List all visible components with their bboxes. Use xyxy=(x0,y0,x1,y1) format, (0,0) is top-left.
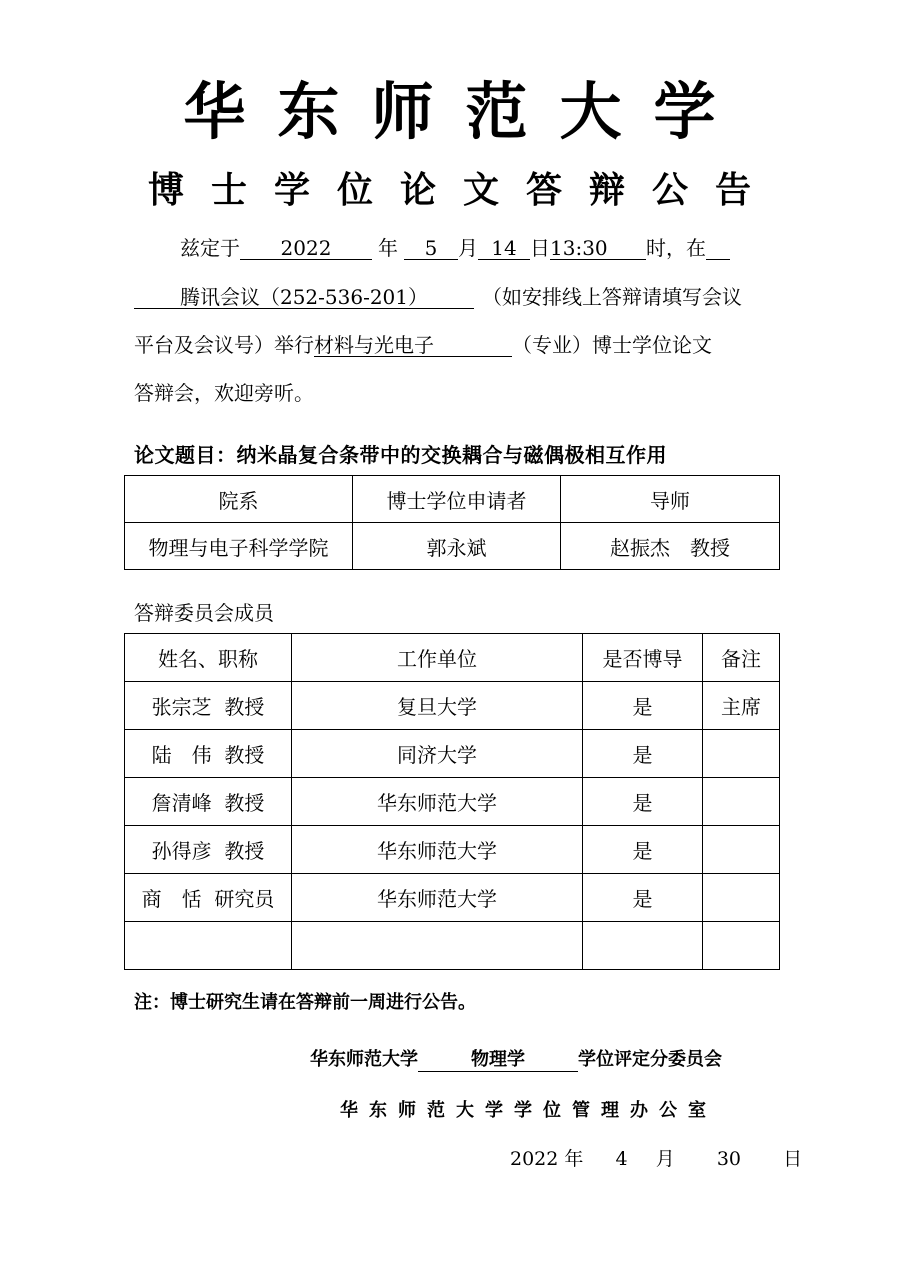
member-remarks: 主席 xyxy=(703,682,780,730)
announcement-line-4 xyxy=(134,381,774,405)
closing-text: 答辩会，欢迎旁听。 xyxy=(134,381,314,405)
member-remarks xyxy=(703,922,780,970)
member-name: 詹清峰 教授 xyxy=(125,778,292,826)
table-row xyxy=(125,778,780,826)
table-row xyxy=(125,826,780,874)
header-advisor: 导师 xyxy=(561,476,780,523)
time-field: 13:30 xyxy=(550,237,646,260)
member-workplace: 华东师范大学 xyxy=(292,826,583,874)
member-workplace: 华东师范大学 xyxy=(292,778,583,826)
location-field: 腾讯会议（252-536-201） xyxy=(134,286,474,309)
member-remarks xyxy=(703,874,780,922)
committee-table xyxy=(124,633,780,970)
member-advisor: 是 xyxy=(583,730,703,778)
thesis-label: 论文题目： xyxy=(134,443,237,467)
announcement-line-3 xyxy=(134,333,774,357)
signature-office: 华东师范大学学位管理办公室 xyxy=(340,1100,717,1121)
table-row xyxy=(125,874,780,922)
header-applicant: 博士学位申请者 xyxy=(353,476,561,523)
member-advisor: 是 xyxy=(583,778,703,826)
member-workplace: 华东师范大学 xyxy=(292,874,583,922)
thesis-title xyxy=(134,439,667,468)
announcement-line-1 xyxy=(180,236,820,260)
month-label: 月 xyxy=(458,236,478,260)
table-row xyxy=(125,682,780,730)
member-workplace xyxy=(292,922,583,970)
date-year-label: 年 xyxy=(564,1148,584,1170)
date-year: 2022 xyxy=(510,1148,559,1170)
date-month: 4 xyxy=(615,1148,628,1170)
member-advisor: 是 xyxy=(583,682,703,730)
applicant-info-table xyxy=(124,475,780,570)
date-day: 30 xyxy=(716,1148,741,1170)
header-doctoral-advisor: 是否博导 xyxy=(583,634,703,682)
location-note-1: （如安排线上答辩请填写会议 xyxy=(482,285,742,309)
table-header-row xyxy=(125,476,780,523)
year-field: 2022 xyxy=(240,237,372,260)
major-suffix: （专业）博士学位论文 xyxy=(512,333,712,357)
location-note-2: 平台及会议号）举行 xyxy=(134,333,314,357)
member-advisor xyxy=(583,922,703,970)
signature-field: 物理学 xyxy=(418,1049,578,1072)
signature-committee xyxy=(310,1045,722,1072)
month-field: 5 xyxy=(404,237,458,260)
location-blank xyxy=(706,237,730,260)
member-remarks xyxy=(703,730,780,778)
member-remarks xyxy=(703,778,780,826)
table-row-empty xyxy=(125,922,780,970)
signature-university: 华东师范大学 xyxy=(310,1049,418,1070)
major-field: 材料与光电子 xyxy=(314,334,512,357)
day-label: 日 xyxy=(530,236,550,260)
member-name: 孙得彦 教授 xyxy=(125,826,292,874)
announcement-title: 博士学位论文答辩公告 xyxy=(147,169,778,211)
committee-label: 答辩委员会成员 xyxy=(134,601,274,625)
intro-text: 兹定于 xyxy=(180,236,240,260)
department-value: 物理与电子科学学院 xyxy=(125,523,353,570)
year-label: 年 xyxy=(378,236,398,260)
header-workplace: 工作单位 xyxy=(292,634,583,682)
member-workplace: 同济大学 xyxy=(292,730,583,778)
committee-header-row xyxy=(125,634,780,682)
announcement-line-2 xyxy=(134,285,774,309)
member-advisor: 是 xyxy=(583,874,703,922)
applicant-value: 郭永斌 xyxy=(353,523,561,570)
table-row xyxy=(125,523,780,570)
member-name xyxy=(125,922,292,970)
member-remarks xyxy=(703,826,780,874)
signature-committee-suffix: 学位评定分委员会 xyxy=(578,1049,722,1070)
time-label: 时，在 xyxy=(646,236,706,260)
header-name-title: 姓名、职称 xyxy=(125,634,292,682)
member-advisor: 是 xyxy=(583,826,703,874)
header-remarks: 备注 xyxy=(703,634,780,682)
university-name: 华东师范大学 xyxy=(183,75,748,148)
member-workplace: 复旦大学 xyxy=(292,682,583,730)
table-row xyxy=(125,730,780,778)
advisor-value: 赵振杰 教授 xyxy=(561,523,780,570)
member-name: 张宗芝 教授 xyxy=(125,682,292,730)
date-month-label: 月 xyxy=(655,1148,675,1170)
signature-date xyxy=(510,1144,802,1171)
thesis-title-text: 纳米晶复合条带中的交换耦合与磁偶极相互作用 xyxy=(236,443,667,467)
day-field: 14 xyxy=(478,237,530,260)
member-name: 陆 伟 教授 xyxy=(125,730,292,778)
footnote: 注：博士研究生请在答辩前一周进行公告。 xyxy=(134,992,476,1013)
date-day-label: 日 xyxy=(783,1148,803,1170)
member-name: 商 恬 研究员 xyxy=(125,874,292,922)
header-department: 院系 xyxy=(125,476,353,523)
